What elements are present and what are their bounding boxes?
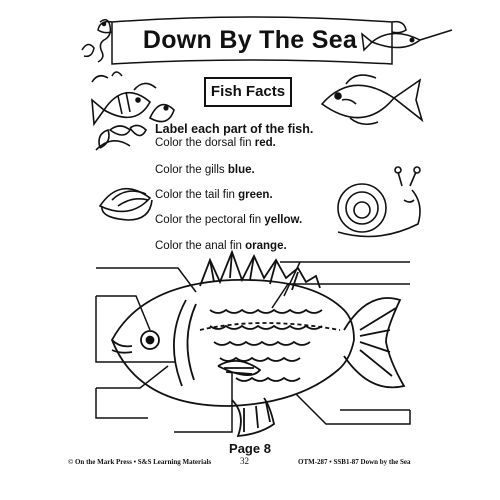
footer-product-code: OTM-287 • SSB1-87 Down by the Sea (298, 458, 411, 466)
instruction-period: . (269, 189, 273, 201)
label-line-right-lower (296, 394, 410, 424)
instruction-dorsal-fin (155, 137, 276, 149)
labeled-fish-diagram (112, 252, 404, 436)
instruction-text: Color the pectoral fin (155, 214, 265, 226)
label-line-left-upper (96, 296, 176, 362)
section-label-box: Fish Facts (204, 77, 292, 107)
tropical-fish-illustration (322, 75, 422, 124)
instruction-period: . (299, 214, 303, 226)
instruction-gills (155, 164, 255, 176)
instruction-color: red (254, 137, 273, 149)
clam-shell-illustration (100, 189, 152, 220)
instruction-lead: Label each part of the fish. (155, 122, 314, 136)
snail-illustration (338, 167, 420, 237)
instruction-color: green (238, 189, 270, 201)
instruction-color: yellow (264, 214, 300, 226)
label-line-top-right (280, 262, 410, 296)
footer-publisher: © On the Mark Press • S&S Learning Materials (68, 458, 212, 466)
instruction-anal-fin (155, 240, 287, 252)
instruction-text: Color the anal fin (155, 240, 246, 252)
instruction-tail-fin (155, 189, 273, 201)
instruction-text: Color the tail fin (155, 189, 239, 201)
instruction-text: Color the dorsal fin (155, 137, 255, 149)
instruction-period: . (283, 240, 287, 252)
instruction-color: blue (227, 164, 252, 176)
instruction-color: orange (245, 240, 284, 252)
instruction-period: . (251, 164, 255, 176)
instruction-period: . (272, 137, 276, 149)
label-line-bottom-mid (174, 372, 232, 432)
page-number: Page 8 (229, 441, 271, 456)
instruction-pectoral-fin (155, 214, 302, 226)
instruction-text: Color the gills (155, 164, 228, 176)
seahorse-icon (82, 20, 110, 62)
page-title: Down By The Sea (142, 26, 358, 54)
page-number-small: 32 (240, 456, 249, 466)
